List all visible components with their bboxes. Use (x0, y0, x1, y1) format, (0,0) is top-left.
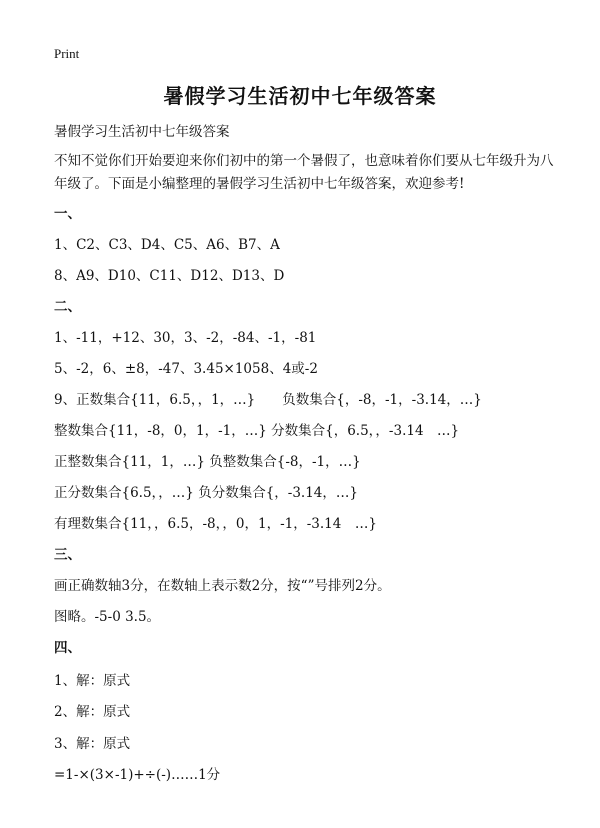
answer-line: 1、C2、C3、D4、C5、A6、B7、A (54, 237, 280, 253)
answer-line: 8、A9、D10、C11、D12、D13、D (54, 268, 285, 284)
section-heading-3: 三、 (54, 547, 81, 563)
answer-line: 5、-2，6、±8，-47、3.45×1058、4或-2 (54, 361, 318, 377)
answer-line: 3、解：原式 (54, 736, 131, 752)
subtitle: 暑假学习生活初中七年级答案 (54, 124, 230, 140)
section-heading-4: 四、 (54, 640, 81, 656)
answer-line: 正分数集合{6.5，，…} 负分数集合{，-3.14，…} (54, 485, 358, 501)
answer-line: 图略。-5-0 3.5。 (54, 609, 161, 625)
answer-line: 1、-11，+12、30，3、-2，-84、-1，-81 (54, 330, 317, 346)
print-label: Print (54, 46, 80, 61)
page-title: 暑假学习生活初中七年级答案 (163, 84, 437, 108)
answer-line: 整数集合{11，-8，0，1，-1，…} 分数集合{，6.5，，-3.14 …} (54, 423, 460, 439)
section-heading-2: 二、 (54, 299, 81, 315)
answer-line: 1、解：原式 (54, 673, 131, 689)
section-heading-1: 一、 (54, 206, 81, 222)
answer-line: 9、正数集合{11，6.5，，1，…} 负数集合{，-8，-1，-3.14，…} (54, 392, 482, 408)
answer-line: 画正确数轴3分，在数轴上表示数2分，按“”号排列2分。 (54, 578, 391, 594)
intro-paragraph: 不知不觉你们开始要迎来你们初中的第一个暑假了，也意味着你们要从七年级升为八年级了。下面是小编整理的暑假学习生活初中七年级答案，欢迎参考! (54, 153, 554, 192)
answer-line: 有理数集合{11，，6.5，-8，，0，1，-1，-3.14 …} (54, 516, 377, 532)
answer-line: 2、解：原式 (54, 704, 131, 720)
answer-line: =1-×(3×-1)+÷(-)……1分 (54, 767, 221, 783)
answer-line: 正整数集合{11，1，…} 负整数集合{-8，-1，…} (54, 454, 361, 470)
